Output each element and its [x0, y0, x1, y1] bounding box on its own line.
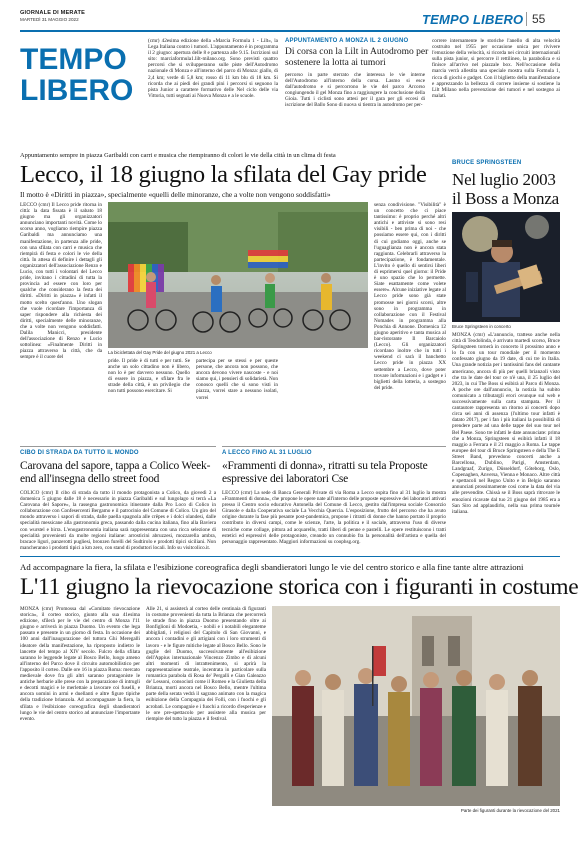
monza-marcia-text: (cmr) 42esima edizione della «Marcia Formula 1 - Lilt», la Lega Italiana contro i tumori. L'appuntamento è in programma il 2 giugno: apertura delle 8 e partenza alle 9.15. Iscrizioni sul sito: marciaformula1.lilt-milano.org. Sono previsti quattro percorsi che si svilupperanno sulle piste dell'Autodromo nazionale di Monza e all'interno del parco di Monza: giallo, di 2,4 km; verde di 5,8 km; rosso di 11 km blu di 18 km. Si ricorda che ai piedi dei grandi pini i percorsi si seguono la pista Junior a carattere formativo delle Nel ciclo delle via Vittoria, tutti segnati ai Nuova Monza e a le scuole.: [148, 38, 278, 99]
masthead-line-1: TEMPO: [20, 43, 127, 76]
frammenti-divider: [222, 446, 446, 447]
rievocazione-overline: Ad accompagnare la fiera, la sfilata e l'esibizione coreografica degli sbandieratori lungo le vie del centro storico e alla fine tante altre attrazioni: [20, 562, 524, 572]
rievocazione-photo-image: [272, 606, 560, 806]
page-number: 55: [532, 12, 546, 26]
pride-overline: Appuntamento sempre in piazza Garibaldi con carri e musica che riempiranno di colori le vie della città in un clima di festa: [20, 152, 336, 159]
springsteen-headline: Nel luglio 2003 il Boss a Monza: [452, 170, 560, 208]
page-header: [20, 10, 560, 32]
springsteen-photo-caption: Bruce Springsteen in concerto: [452, 324, 511, 329]
pride-photo-caption: La biciclettata del Gay Pride del giugno 2021 a Lecco: [108, 350, 212, 355]
masthead-line-2: LIBERO: [20, 74, 134, 107]
header-divider: [526, 12, 527, 26]
pride-photo: [108, 202, 368, 348]
colico-headline: Carovana del sapore, tappa a Colico Week-end all'insegna dello street food: [20, 460, 211, 485]
springsteen-photo: [452, 212, 560, 322]
colico-divider: [20, 446, 216, 447]
pride-col-1: LECCO (cmr) Il Lecco pride ritorna in città: la data fissata è il sabato 18 giugno ma gli organizzatori annunciano importanti novità. Come lo scorso anno, vogliamo riempire piazza Garibaldi ma annunciamo una manifestazione, in partenza alle pride, con una sfilata con carri e musica che riempirà di festa e colori le vie della città. In attesa di definire i dettagli gli organizzatori dell'associazione Renzo e Lucio, con tutti i volontari del Lecco pride, invitano i cittadini di tutta la provincia ad essere con loro per qualche che considerano la festa dei diritti. «Diritti in piazza» è infatti il motto scelto quest'anno. Uno slogan che vuole ricordare l'importanza di saper rispondere alla richiesta dei diritti, specialmente delle minoranze, che a volte non vengono soddisfatti. Dalila Manicci, presidente dell'associazione di Renzo e Lucio sottolinea: «Finalmente Diritti in piazza attraverso la città, che da sempre è il cuore del: [20, 202, 102, 361]
rievocazione-col-1: MONZA (cmr) Promossa dal «Comitato rievocazione storica», il corteo storico, giunto alla sua 41esima edizione, sfilerà per le vie del centro di Monza l'11 giugno e arriverà in piazza Duomo. Un evento che lega passato e presente in un giorno di festa. In occasione dei 100 anni dall'inaugurazione del tuttora Ghi Meregalli ideatore della manifestazione, ha riproposto indietro le lancette del tempo al XIV secolo. Fulcro della sfilata saranno le leggende legate al Bosco Bello, luogo ameno all'interno del Parco dove il circuito automobilistico per l'apposito il corteo. Dalle ore 16 in piazza Roma: mercato medievale dove fra gli altri saranno protagoniste le antiche herbarie alle prese con la preparazione di intrugli e decotti magici e le merlettaie a lavorare coi fuselli, e ancora uomini in armi e duellanti e altre figure tipiche della tradizione brianzola. Ad accompagnare la fiera, la sfilata e l'esibizione coreografica degli sbandieratori lungo le vie del centro storico ad annunciare l'importante evento.: [20, 606, 140, 722]
springsteen-photo-image: [452, 212, 560, 322]
frammenti-text: LECCO (cmr) La sede di Banca Generali Private di via Roma a Lecco ospita fino al 31 luglio la mostra «Frammenti di donna», che propone le opere nate all'interno delle proposte espressive dei laboratori attivati presso il Centro socio educativo Antonella del Comune di Lecco, gestito dall'impresa sociale Consorzio Girasole e dalla Cooperativa sociale La Vecchia Quercia. L'esposizione, frutto del percorso che ha avuto origine durante la fase più pesante post-pandemica, propone i ritratti di donne che hanno portato il proprio contributo in diversi campi, come le scienze, l'arte, la politica e il sociale, attraverso l'uso di diverse tecniche come collage, pittura ad acquarello, tratti liberi di penne e pastelli. Le opere restituiscono i tratti estetici ed espressivi delle protagoniste, creando un connubio fra la personalità dell'artista e quella del personaggio rappresentato. Maggiori informazioni su coophsg.org.: [222, 490, 446, 545]
lilt-col-1: percorso in parte sterrato che interessa le vie interne dell'Autodromo all'interno della corsa. Lasmo si esce dall'autodromo e si percorrono le vie del parco Arcorso congiungendo il gel Monza fino a raggiungere la conclusione della Gioia. Tutti i ciclisti sono attesi per il gara per gli eccesi di iscrizione del Ballo Sono di nuova si tientra in autodromo per per-: [285, 72, 425, 109]
lilt-overline: APPUNTAMENTO A MONZA IL 2 GIUGNO: [285, 38, 409, 44]
springsteen-text: MONZA (cmr) «L'annuncio, tratteso anche nella città di Teodolinda, è arrivato martedì scorso, Bruce Springsteen tornerà in concerto il prossimo anno e lo fa con un tour mondiale per il momento confessato giugno da 19 date, di cui tre in Italia. Una grande notizia per i tantissimi fans del cantante americano, ancora di più per quelli brianzoli visto che tra le date del tour ce n'è una, il 25 luglio del 2023, in cui The Boss si esibirà al Parco di Monza. A poche ore dall'annuncio, la notizia ha subito comunicato a tributargli erori ovunque sul web e successivamente sulla carta stampata. Per il cantautore rappresenta un ritorno ai concerti dopo circa sei anni di assenza (l'ultimo tour infatti è datato 2017), per i fan i più italiani la possibilità di prendere parte ad una delle tappe del suo tour nel Bel Paese. Sono tre infatti le date annunciate: prima che a Monza, Springsteen si esibirà infatti il 18 maggio a Ferrara e il 21 maggio a Roma. Le tappe europee del tour di Bruce Springsteen e della The E Street Band, prevedono concerti anche a Barcellona, Dublino, Parigi, Amsterdam, Landgraaf, Zurigo, Düsseldorf, Göteborg, Oslo, Copenaghen, Anversa, Vienna e Monaco. Altre città e spettacoli nel Regno Unito e in Belgio saranno annunciati prossimamente così come la data del via alle prevendite. Chissà se il Boss saprà ritrovare le emozioni ricavate dal tuo 21 giugno del 1985 era a San Siro ad applaudirlo, nella sua prima tournée italiana.: [452, 332, 560, 515]
rievocazione-photo: [272, 606, 560, 806]
springsteen-overline: BRUCE SPRINGSTEEN: [452, 160, 522, 166]
colico-text: COLICO (cmr) Il cibo di strada da tutto il mondo protagonista a Colico, da giovedì 2 a domenica 5 giugno dalle 18 è necessario in piazza Garibaldi e sul lungolago si terrà «La Carovana del Sapore», la rassegna gastronomica itinerante dalla Pro Loco di Colico in collaborazione con Confesercenti Bergamo e il patrocinio del Comune di Colico. Un giro del mondo attraverso i sapori di strada, dalle paella spagnola alle crêpes e i dolci olandesi, dalle specialità messicane alla gastronomia greca, passando dalla cucina italiana, fino alla Baviera con wurstel e birra. L'enogastronomia italiana sarà rappresentata con una ricca selezione di specialità provenienti da molte regioni italiane: arrosticini abruzzesi, mozzarella ambra, bracace liguri, panzerotti pugliesi, bronzen furelli del Sudtirolo e prodotti tipici siciliani. Non mancheranno i prodotti tipici a km zero, con stand di produttori locali. Info su visitcolico.it.: [20, 490, 216, 550]
pride-col-4: senza condivisione. "Visibilità" è un concetto che ci piace tantissimo: è proprio perché altri antichi e attiviste si sono resi visibili - ben prima di noi - che possiamo essere qui, con i diritti di cui godiamo oggi, anche se l'uguaglianza non è ancora stata raggiunta. Celebrarli attraverso la partecipazione, è fondamentale. L'invito è quello di sentirsi liberi di esprimersi quel giorno: il Pride è uno spazio che lo permette. Siate esattamente come volete essere». Alcune iniziative legate al Lecco pride sono già state promosse nei giorni scorsi, altre sono in programma in collaborazione con il Festival Nomades in programma alla Ponchia di Annone. Domenica 12 giugno aperitivo e tanta musica al bar-ristorante Il Barcaiolo (Lecco). Gli organizzatori ricordano inoltre che in tutti i weekend ci sarà il banchetto Lecco pride in piazza XX settembre a Lecco, dove poter trovare informazioni e i gadget e i biglietti della lotteria, a sostegno del pride.: [374, 202, 446, 391]
section-tag: TEMPO LIBERO: [422, 12, 524, 27]
lilt-headline: Di corsa con la Lilt in Autodromo per sostenere la lotta ai tumori: [285, 47, 429, 68]
header-rule: [20, 30, 560, 32]
paper-name: GIORNALE DI MERATE: [20, 10, 86, 16]
colico-overline: CIBO DI STRADA DA TUTTO IL MONDO: [20, 450, 139, 456]
frammenti-headline: «Frammenti di donna», ritratti su tela Proposte espressive dei laboratori Cse: [222, 460, 428, 485]
rievocazione-photo-caption: Parte dei figuranti durante la rievocazione del 2021: [460, 808, 560, 813]
rievocazione-col-2: Alle 21, si assisterà al corteo delle centinaia di figuranti in costume provenienti da tutta la Brianza che percorrerà le strade fino in piazza Duomo presentando oltre ai Bonfiglioni di Modoetia, - nobili e i notabili eleganteme abbigliati, i religiosi del Capitolo di San Giovanni, e ancora i contadini e gli artigiani con i loro strumenti di lavoro - e le figure mitiche legate al Bosco Bello. Sono le guglie del Duomo, successivamente all'esibizione dell'Appius internazionale Vincenzo Zimbo e di alcuni altri momenti di intrattenimento, si aprirà la rappresentazione teatrale, incentrata in particolare sulla romantica parabola di Rosa de' Pergalli e Gian Galeazzo de' Lessoni, consociuti come il Romeo e la Giulietta della Brianza, morti ancora nel Bosco Bello, mentre l'ultima parte della serata vedrà il sagrano animato con la magica esibizione della Compagnia dei Folli, con i fuochi e gli acrobati. Le compagnie e i fuochi a ricordo d'esperienze e le ore pre-spettacolo per assistere alla musica per riempire del tutto la piazza e il festival.: [146, 606, 266, 722]
pride-headline: Lecco, il 18 giugno la sfilata del Gay pride: [20, 161, 427, 188]
rievocazione-headline: L'11 giugno la rievocazione storica con i figuranti in costume: [20, 574, 579, 600]
monza-marcia-article: [148, 38, 278, 146]
pride-col-3: partecipa per se stessi e per queste persone, che ancora non possono, che ancora devono vivere nascoste - e noi siamo qui, i pensieri di solidarietà. Non conosco quelli che si sono visti in piazza, vorrei stare a nessuno isolati, vorrei: [196, 358, 278, 401]
pride-subheadline: Il motto è «Diritti in piazza», specialmente «quelli delle minoranze, che a volte non vengono soddisfatti»: [20, 190, 331, 199]
section-masthead: [20, 44, 140, 106]
lilt-col-2: correre internamente le storiche l'anello di alta velocità costruito nel 1955 per occasione unica per rivivere l'emozione della velocità, si ricorda nei circuiti internazionali sulla pista junior, si percorre il rettilineo, la parabolica e si finisce all'arrivo nel piazzale box. Nell'occasione della marcia verrà allestita una speciale mostra sulla Formula 1, ricca di giochi e gadget. Con il biglietto della manifestazione e apprezzando la bellezza di correre insieme si sostiene la Lilt Milano nella prevenzione dei tumori e nel sostegno ai malati.: [432, 38, 560, 99]
paper-date: MARTEDÌ 31 MAGGIO 2022: [20, 17, 79, 22]
frammenti-overline: A LECCO FINO AL 31 LUGLIO: [222, 450, 312, 456]
rievocazione-rule: [20, 556, 560, 557]
pride-col-2: pride. Il pride è di tutti e per tutti. Se anche un solo cittadino non è libero, non lo è per davvero nessuno. Quello di essere in piazza, e sfilare fra le strade della città, è un privilegio che non tutti possono esercitare. Si: [108, 358, 190, 395]
pride-photo-image: [108, 202, 368, 348]
